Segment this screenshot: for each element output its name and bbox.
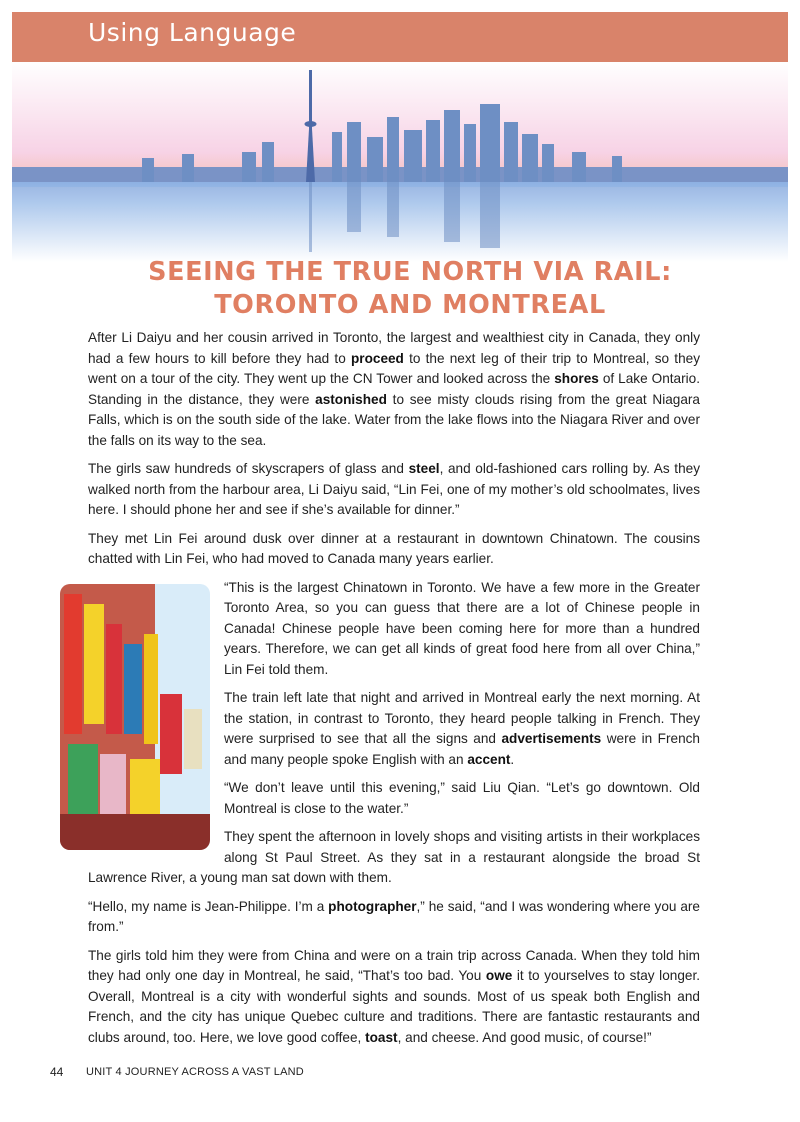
vocab-word: accent <box>467 751 511 767</box>
paragraph-4: “This is the largest Chinatown in Toronto. We have a few more in the Greater Toronto Area, so you can guess that there are a lot of Chinese people in Canada! Chinese people have been coming here for more than a hundred years. Therefore, we can get all kinds of great food here from all over China,” Lin Fei told them. <box>224 579 700 677</box>
paragraph-5: The train left late that night and arrived in Montreal early the next morning. At the station, in contrast to Toronto, they heard people talking in French. They were surprised to see that all the signs and advertisements were in French and many people spoke English with an accent. <box>224 690 700 767</box>
article-title-line-2: TORONTO AND MONTREAL <box>214 290 606 320</box>
vocab-word: proceed <box>350 350 404 366</box>
article-body <box>88 328 700 1056</box>
chinatown-signs-image <box>60 584 210 850</box>
section-title: Using Language <box>88 18 297 47</box>
vocab-word: photographer <box>328 898 417 914</box>
paragraph-3: They met Lin Fei around dusk over dinner at a restaurant in downtown Chinatown. The cousins chatted with Lin Fei, who had moved to Canada many years earlier. <box>88 530 700 566</box>
paragraph-6: “We don’t leave until this evening,” said Liu Qian. “Let’s go downtown. Old Montreal is close to the water.” <box>224 780 700 816</box>
vocab-word: astonished <box>315 391 387 407</box>
vocab-word: advertisements <box>501 731 602 746</box>
paragraph-9: The girls told him they were from China and were on a train trip across Canada. When they told him they had only one day in Montreal, he said, “That’s too bad. You owe it to yourselves to stay longer. Overall, Montreal is a city with wonderful sights and sounds. Most of us speak both English and French, and the city has unique Quebec culture and traditions. There are fantastic restaurants and clubs around, too. Here, we love good coffee, toast, and cheese. And good music, of course!” <box>88 947 701 1045</box>
paragraph-1: After Li Daiyu and her cousin arrived in Toronto, the largest and wealthiest city in Canada, they only had a few hours to kill before they had to proceed to the next leg of their trip to Montreal, so they went on a tour of the city. They went up the CN Tower and looked across the shores of Lake Ontario. Standing in the distance, they were astonished to see misty clouds rising from the great Niagara Falls, which is on the south side of the lake. Water from the lake flows into the Niagara River and over the falls on its way to the sea. <box>88 330 700 448</box>
article-title-line-1: SEEING THE TRUE NORTH VIA RAIL: <box>148 257 672 287</box>
vocab-word: owe <box>485 968 513 983</box>
paragraph-7: They spent the afternoon in lovely shops and visiting artists in their workplaces along St Paul Street. As they sat in a restaurant alongside the broad St Lawrence River, a young man sat down with them. <box>88 829 700 885</box>
page-number: 44 <box>50 1065 64 1079</box>
paragraph-8: “Hello, my name is Jean-Philippe. I’m a photographer,” he said, “and I was wondering where you are from.” <box>88 898 700 934</box>
toronto-skyline-image <box>12 62 788 262</box>
paragraph-2: The girls saw hundreds of skyscrapers of glass and steel, and old-fashioned cars rolling by. As they walked north from the harbour area, Li Daiyu said, “Lin Fei, one of my mother’s old schoolmates, lives here. I should phone her and see if she’s available for dinner.” <box>88 461 700 517</box>
vocab-word: steel <box>408 461 440 476</box>
vocab-word: toast <box>365 1029 398 1045</box>
vocab-word: shores <box>554 371 599 386</box>
unit-label: UNIT 4 JOURNEY ACROSS A VAST LAND <box>86 1066 304 1078</box>
article-title <box>100 256 720 322</box>
